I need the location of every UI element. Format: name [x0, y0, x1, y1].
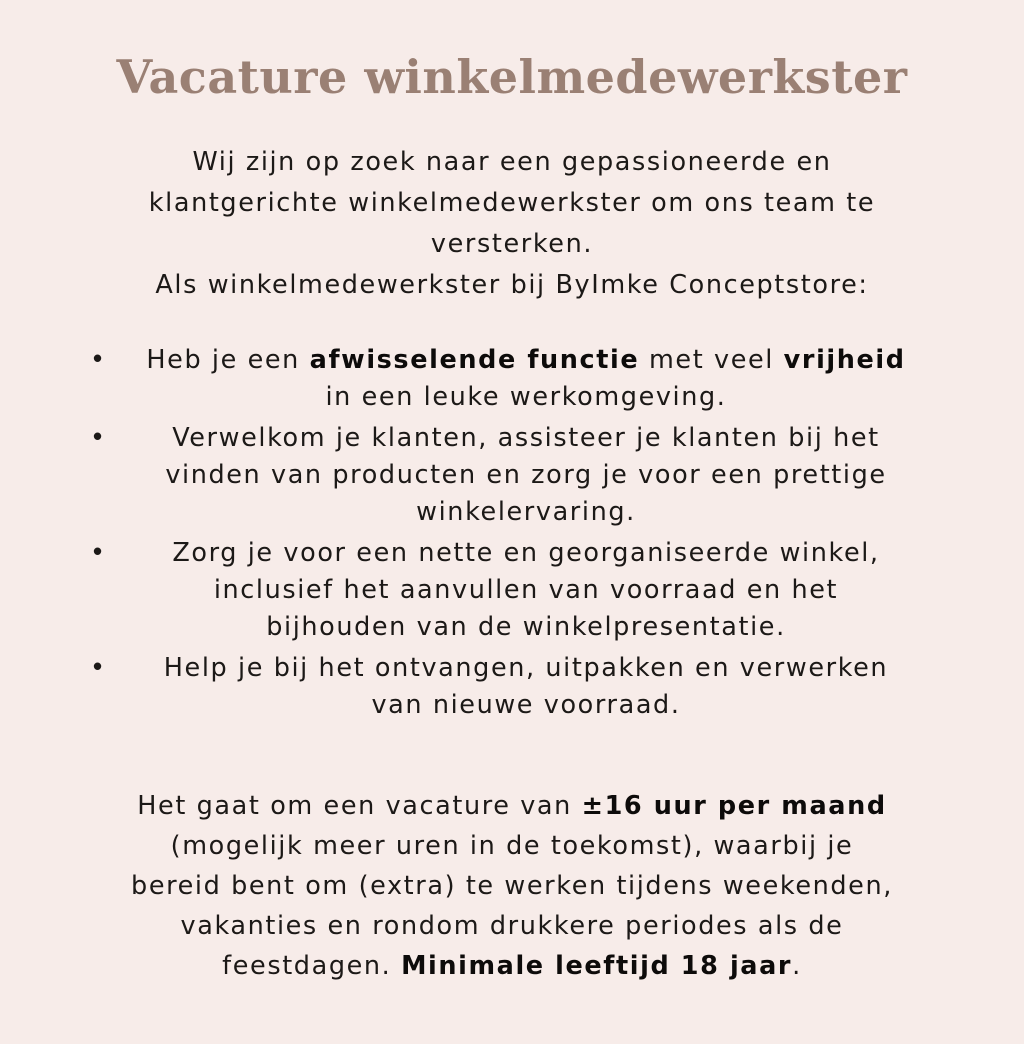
intro-line: Wij zijn op zoek naar een gepassioneerde en	[192, 147, 832, 177]
bullet-text: Heb je een	[146, 345, 310, 375]
list-item	[60, 342, 964, 416]
bullet-text: bijhouden van de winkelpresentatie.	[266, 612, 786, 642]
closing-text: bereid bent om (extra) te werken tijdens weekenden,	[131, 871, 893, 901]
intro-line: Als winkelmedewerkster bij ByImke Conceptstore:	[155, 270, 869, 300]
bullet-text: winkelervaring.	[416, 497, 636, 527]
bullet-text: Verwelkom je klanten, assisteer je klanten bij het	[172, 423, 880, 453]
intro-paragraph	[60, 142, 964, 306]
list-item	[60, 420, 964, 531]
intro-line: klantgerichte winkelmedewerkster om ons team te	[148, 188, 876, 218]
intro-line: versterken.	[430, 229, 594, 259]
closing-text: (mogelijk meer uren in de toekomst), waarbij je	[170, 831, 854, 861]
hours-emphasis: ±16 uur per maand	[581, 791, 887, 821]
bullet-icon: •	[90, 345, 107, 375]
list-item	[60, 535, 964, 646]
closing-text: .	[792, 951, 802, 981]
bullet-emphasis: vrijheid	[783, 345, 906, 375]
closing-text: vakanties en rondom drukkere periodes als de	[180, 911, 844, 941]
bullet-text: met veel	[639, 345, 784, 375]
bullet-text: Help je bij het ontvangen, uitpakken en verwerken	[163, 653, 889, 683]
bullet-text: vinden van producten en zorg je voor een prettige	[165, 460, 887, 490]
bullet-emphasis: afwisselende functie	[309, 345, 640, 375]
bullet-text: in een leuke werkomgeving.	[325, 382, 727, 412]
bullet-icon: •	[90, 423, 107, 453]
bullet-icon: •	[90, 653, 107, 683]
bullet-text: van nieuwe voorraad.	[371, 690, 681, 720]
closing-paragraph	[40, 786, 984, 986]
bullet-text: Zorg je voor een nette en georganiseerde winkel,	[172, 538, 880, 568]
bullet-icon: •	[90, 538, 107, 568]
list-item	[60, 650, 964, 724]
closing-text: feestdagen.	[222, 951, 402, 981]
responsibilities-list	[60, 342, 964, 724]
page-title: Vacature winkelmedewerkster	[116, 50, 908, 104]
bullet-text: inclusief het aanvullen van voorraad en het	[213, 575, 839, 605]
closing-text: Het gaat om een vacature van	[137, 791, 582, 821]
age-emphasis: Minimale leeftijd 18 jaar	[401, 951, 793, 981]
